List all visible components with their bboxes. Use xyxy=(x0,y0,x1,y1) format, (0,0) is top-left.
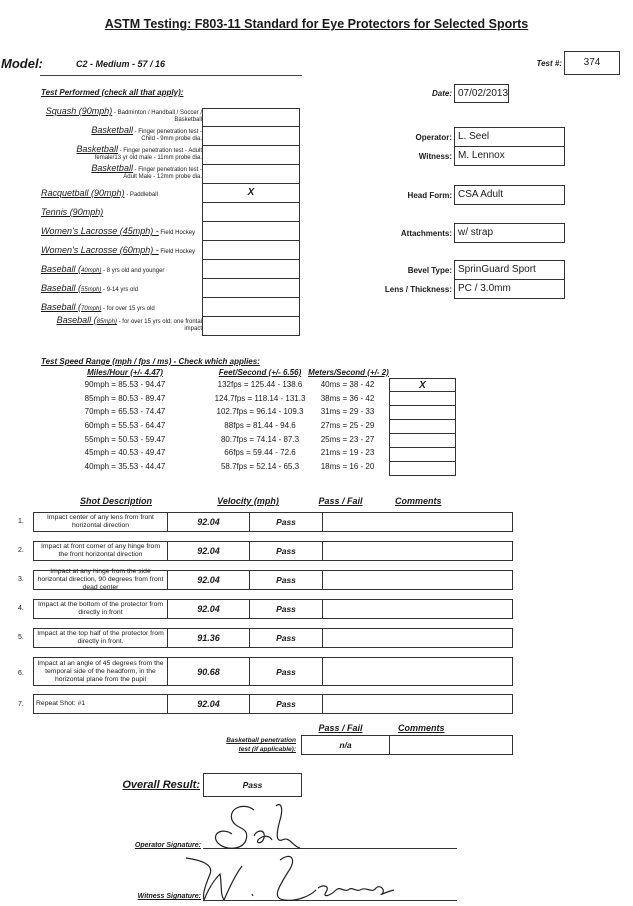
shot-number: 7. xyxy=(18,701,24,708)
speed-range-heading: Test Speed Range (mph / fps / ms) - Check which applies: xyxy=(41,357,260,366)
shot-result[interactable]: Pass xyxy=(250,600,323,618)
ms-value: 25ms = 23 - 27 xyxy=(320,434,375,444)
shot-velocity[interactable]: 92.04 xyxy=(168,695,250,713)
shot-velocity[interactable]: 92.04 xyxy=(168,600,250,618)
attachments-label: Attachments: xyxy=(400,229,452,238)
ms-header: Meters/Second (+/- 2) xyxy=(308,368,389,377)
page-title: ASTM Testing: F803-11 Standard for Eye Protectors for Selected Sports xyxy=(104,17,529,31)
mph-value: 85mph = 80.53 - 89.47 xyxy=(84,393,166,403)
checkbox-baseball-85[interactable] xyxy=(202,317,300,336)
test-item-tennis: Tennis (90mph) xyxy=(41,207,104,217)
test-item-basketball-child: Basketball - Finger penetration test - Child - 9mm probe dia. xyxy=(91,125,202,142)
lens-thickness-field[interactable]: PC / 3.0mm xyxy=(454,279,565,299)
checkbox-baseball-40[interactable] xyxy=(202,260,300,279)
speed-checkbox-40mph[interactable] xyxy=(389,462,456,476)
mph-column xyxy=(70,378,180,474)
shot-number: 4. xyxy=(18,605,24,612)
shot-row-7 xyxy=(33,694,513,714)
shot-comments[interactable] xyxy=(323,542,512,560)
mph-value: 45mph = 40.53 - 49.47 xyxy=(84,448,166,458)
shot-comments[interactable] xyxy=(323,600,512,618)
pass-fail-header: Pass / Fail xyxy=(318,496,363,506)
fps-header: Feet/Second (+/- 6.56) xyxy=(218,368,302,377)
mph-value: 55mph = 50.53 - 59.47 xyxy=(84,434,166,444)
shot-description-header: Shot Description xyxy=(79,496,152,506)
witness-signature-label: Witness Signature: xyxy=(137,893,201,900)
head-form-field[interactable]: CSA Adult xyxy=(454,185,565,205)
shot-comments[interactable] xyxy=(323,695,512,713)
operator-label: Operator: xyxy=(415,133,452,142)
witness-field[interactable]: M. Lennox xyxy=(454,146,565,166)
tests-performed-checkboxes xyxy=(202,108,300,336)
ms-value: 27ms = 25 - 29 xyxy=(320,421,375,431)
speed-checkbox-60mph[interactable] xyxy=(389,420,456,434)
shot-description: Impact at the bottom of the protector from directly in front xyxy=(34,600,168,618)
speed-checkbox-45mph[interactable] xyxy=(389,448,456,462)
fps-value: 80.7fps = 74.14 - 87.3 xyxy=(220,434,300,444)
ms-value: 40ms = 38 - 42 xyxy=(320,380,375,389)
test-item-womens-lacrosse-45: Women's Lacrosse (45mph) - Field Hockey xyxy=(41,226,196,236)
ms-value: 21ms = 19 - 23 xyxy=(320,448,375,458)
checkbox-baseball-55[interactable] xyxy=(202,279,300,298)
date-label: Date: xyxy=(431,89,452,98)
velocity-header: Velocity (mph) xyxy=(217,496,279,506)
bevel-type-label: Bevel Type: xyxy=(407,266,452,275)
fps-value: 124.7fps = 118.14 - 131.3 xyxy=(214,393,306,403)
mph-value: 60mph = 55.53 - 64.47 xyxy=(84,421,166,431)
witness-label: Witness: xyxy=(418,152,452,161)
speed-checkbox-85mph[interactable] xyxy=(389,392,456,406)
mph-value: 90mph = 85.53 - 94.47 xyxy=(84,380,166,389)
date-field[interactable]: 07/02/2013 xyxy=(454,84,509,103)
shot-result[interactable]: Pass xyxy=(250,695,323,713)
shot-row-4 xyxy=(33,599,513,619)
basketball-penetration-comments[interactable] xyxy=(389,735,513,755)
shot-result[interactable]: Pass xyxy=(250,629,323,647)
test-item-squash: Squash (90mph) - Badminton / Handball / Soccer / Basketball xyxy=(45,106,202,123)
shot-result[interactable]: Pass xyxy=(250,542,323,560)
shot-description: Impact center of any lens from front horizontal direction xyxy=(34,513,168,531)
operator-signature-label: Operator Signature: xyxy=(134,842,201,849)
shot-velocity[interactable]: 91.36 xyxy=(168,629,250,647)
checkbox-basketball-child[interactable] xyxy=(202,127,300,146)
ms-value: 18ms = 16 - 20 xyxy=(320,462,375,472)
shot-description: Impact at front corner of any hinge from the front horizontal direction xyxy=(34,542,168,560)
mph-value: 70mph = 65.53 - 74.47 xyxy=(84,407,166,417)
shot-description: Impact at an angle of 45 degrees from the temporal side of the headform, in the horizontal plane from the pupil xyxy=(34,658,168,685)
speed-range-checkboxes xyxy=(389,378,456,476)
head-form-label: Head Form: xyxy=(407,191,452,200)
lens-thickness-label: Lens / Thickness: xyxy=(384,285,452,294)
mph-header: Miles/Hour (+/- 4.47) xyxy=(87,368,163,377)
operator-field[interactable]: L. Seel xyxy=(454,127,565,147)
test-item-baseball-85: Baseball (85mph) - for over 15 yrs old; one frontal impact xyxy=(56,315,202,332)
bp-pass-fail-header: Pass / Fail xyxy=(318,723,363,733)
test-item-baseball-40: Baseball (40mph) - 8 yrs old and younger xyxy=(41,264,165,274)
shot-number: 1. xyxy=(18,518,24,525)
checkbox-basketball-female[interactable] xyxy=(202,146,300,165)
checkbox-basketball-adult-male[interactable] xyxy=(202,165,300,184)
test-number-label: Test #: xyxy=(536,59,562,68)
ms-column xyxy=(310,378,385,474)
model-underline xyxy=(40,75,302,76)
shot-row-1 xyxy=(33,512,513,532)
shot-result[interactable]: Pass xyxy=(250,571,323,589)
shot-number: 6. xyxy=(18,670,24,677)
tests-performed-heading: Test Performed (check all that apply): xyxy=(41,88,184,97)
shot-velocity[interactable]: 90.68 xyxy=(168,658,250,685)
shot-number: 3. xyxy=(18,576,24,583)
test-item-basketball-adult-male: Basketball - Finger penetration test - Adult Male - 12mm probe dia. xyxy=(91,163,202,180)
attachments-field[interactable]: w/ strap xyxy=(454,223,565,243)
shot-row-3 xyxy=(33,570,513,590)
speed-checkbox-90mph[interactable]: X xyxy=(389,378,456,392)
shot-number: 2. xyxy=(18,547,24,554)
ms-value: 38ms = 36 - 42 xyxy=(320,393,375,403)
fps-value: 88fps = 81.44 - 94.6 xyxy=(224,421,296,431)
shot-description: Impact at any hinge from the side horizontal direction, 90 degrees from front dead center xyxy=(34,571,168,589)
test-item-basketball-female: Basketball - Finger penetration test - Adult female/13 yr old male - 11mm probe dia. xyxy=(76,144,202,161)
bp-comments-header: Comments xyxy=(398,723,445,733)
model-label: Model: xyxy=(1,56,43,71)
fps-value: 58.7fps = 52.14 - 65.3 xyxy=(220,462,300,472)
overall-result-label: Overall Result: xyxy=(122,779,200,791)
test-item-baseball-55: Baseball (55mph) - 9-14 yrs old xyxy=(41,283,139,293)
checkbox-racquetball[interactable]: X xyxy=(202,184,300,203)
shot-row-6 xyxy=(33,657,513,686)
shot-row-5 xyxy=(33,628,513,648)
shot-comments[interactable] xyxy=(323,513,512,531)
checkbox-womens-lacrosse-60[interactable] xyxy=(202,241,300,260)
ms-value: 31ms = 29 - 33 xyxy=(320,407,375,417)
tests-performed-list xyxy=(0,108,202,336)
fps-column xyxy=(200,378,320,474)
shot-comments[interactable] xyxy=(323,629,512,647)
checkbox-womens-lacrosse-45[interactable] xyxy=(202,222,300,241)
shot-result[interactable]: Pass xyxy=(250,658,323,685)
witness-signature-image xyxy=(180,850,420,906)
fps-value: 102.7fps = 96.14 - 109.3 xyxy=(216,407,304,417)
test-item-baseball-70: Baseball (70mph) - for over 15 yrs old xyxy=(41,302,155,312)
bevel-type-field[interactable]: SprinGuard Sport xyxy=(454,260,565,280)
test-number-field[interactable]: 374 xyxy=(564,51,620,75)
basketball-penetration-label: Basketball penetration test (if applicable): xyxy=(226,737,296,753)
shot-description: Impact at the top half of the protector from directly in front. xyxy=(34,629,168,647)
model-value[interactable]: C2 - Medium - 57 / 16 xyxy=(76,59,166,69)
test-item-racquetball: Racquetball (90mph) - Paddleball xyxy=(41,188,158,198)
shot-velocity[interactable]: 92.04 xyxy=(168,542,250,560)
checkbox-baseball-70[interactable] xyxy=(202,298,300,317)
overall-result-field[interactable]: Pass xyxy=(203,773,302,797)
basketball-penetration-result[interactable]: n/a xyxy=(301,735,390,755)
shot-row-2 xyxy=(33,541,513,561)
shot-velocity[interactable]: 92.04 xyxy=(168,513,250,531)
mph-value: 40mph = 35.53 - 44.47 xyxy=(84,462,166,472)
speed-checkbox-55mph[interactable] xyxy=(389,434,456,448)
checkbox-tennis[interactable] xyxy=(202,203,300,222)
shot-velocity[interactable]: 92.04 xyxy=(168,571,250,589)
shot-result[interactable]: Pass xyxy=(250,513,323,531)
shot-description: Repeat Shot: #1 xyxy=(34,695,168,713)
shot-comments[interactable] xyxy=(323,658,512,685)
test-item-womens-lacrosse-60: Women's Lacrosse (60mph) - Field Hockey xyxy=(41,245,196,255)
fps-value: 66fps = 59.44 - 72.6 xyxy=(224,448,296,458)
speed-checkbox-70mph[interactable] xyxy=(389,406,456,420)
shot-number: 5. xyxy=(18,634,24,641)
fps-value: 132fps = 125.44 - 138.6 xyxy=(217,380,303,389)
checkbox-squash[interactable] xyxy=(202,108,300,127)
shot-comments[interactable] xyxy=(323,571,512,589)
comments-header: Comments xyxy=(395,496,442,506)
